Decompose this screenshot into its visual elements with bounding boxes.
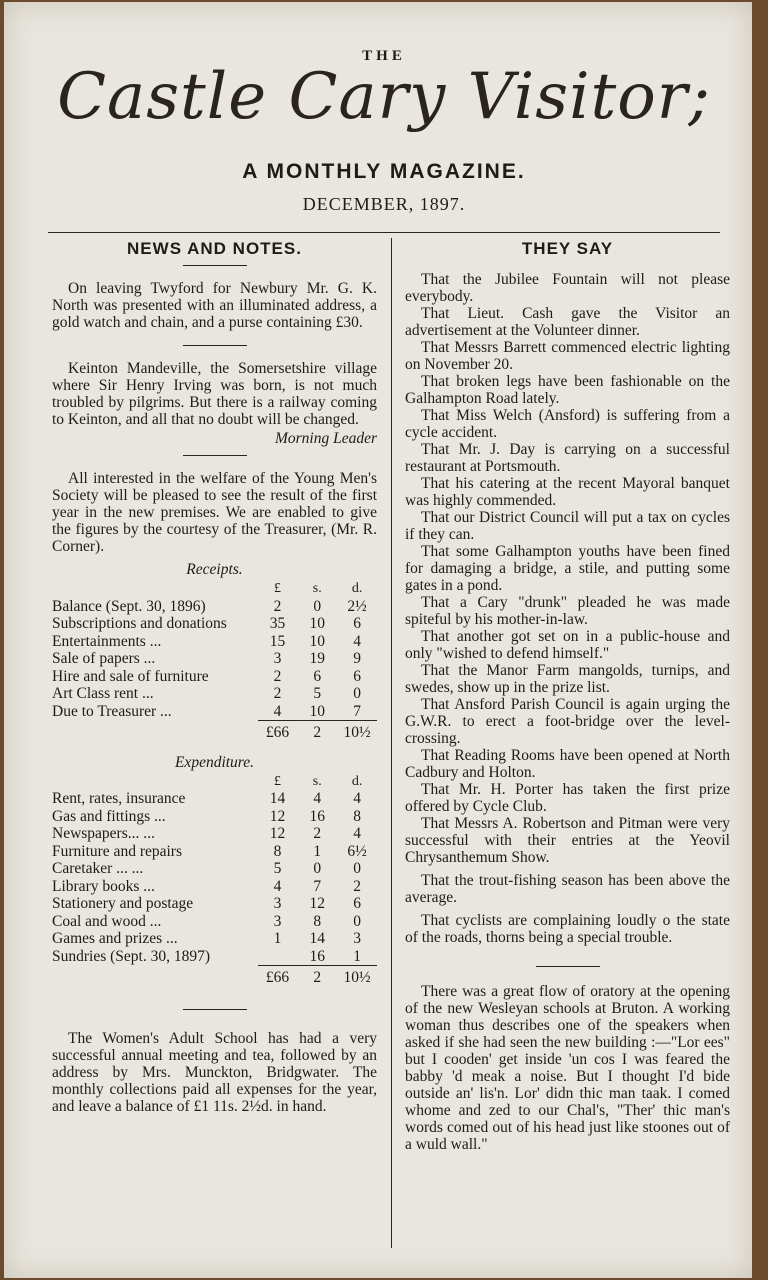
they-say-item: That Reading Rooms have been opened at North Cadbury and Holton. [405,747,730,781]
table-row: Gas and fittings ... 12 16 8 [52,807,361,825]
they-say-item: That Ansford Parish Council is again urging the G.W.R. to erect a foot-bridge over the level-crossing. [405,696,730,747]
issue-date: DECEMBER, 1897. [302,194,466,214]
col-shillings: s. [312,773,322,789]
section-rule [183,345,247,346]
table-row: Sundries (Sept. 30, 1897) 16 1 [52,947,361,965]
they-say-item: That our District Council will put a tax on cycles if they can. [405,509,730,543]
receipts-table [52,580,377,742]
section-rule [183,455,247,456]
news-paragraph: On leaving Twyford for Newbury Mr. G. K. North was presented with an illuminated address, a gold watch and chain, and a purse containing £30. [52,280,377,331]
col-shillings: s. [312,581,322,596]
col-pounds: £ [274,581,281,596]
they-say-heading: THEY SAY [521,239,614,258]
they-say-item: That the Manor Farm mangolds, turnips, and swedes, show up in the prize list. [405,662,730,696]
table-row: Balance (Sept. 30, 1896) 2 0 2½ [52,597,367,615]
expenditure-caption: Expenditure. [174,753,255,771]
section-rule [183,265,247,266]
table-row: Rent, rates, insurance 14 4 4 [52,790,361,807]
expenditure-total: £66 2 10½ [52,966,377,987]
section-rule [536,966,600,967]
they-say-item: That his catering at the recent Mayoral banquet was highly commended. [405,475,730,509]
they-say-item: That the Jubilee Fountain will not please everybody. [405,271,730,305]
they-say-item: That Miss Welch (Ansford) is suffering from a cycle accident. [405,407,730,441]
table-row: Hire and sale of furniture 2 6 6 [52,667,361,685]
table-row: Newspapers... ... 12 2 4 [52,825,361,842]
table-row: Sale of papers ... 3 19 9 [52,650,361,667]
story-paragraph: There was a great flow of oratory at the opening of the new Wesleyan schools at Bruton. A working woman thus describes one of the speakers when asked if she had seen the new building :—"Lor ees" but I cooden' get inside 'un cos I was feared the babby 'd meak a noise. But I thought I'd bide outside an' lis'n. Lor' didn thic man taak. I comed whome and zed to our Chal's, "Ther' thic man's words comed out of his head just like stoones out of a wuld wall." [405,983,730,1153]
section-rule [183,1009,247,1010]
expenditure-table [52,773,377,987]
they-say-item: That the trout-fishing season has been above the average. [405,872,730,906]
table-row: Games and prizes ... 1 14 3 [52,930,361,947]
table-row: Art Class rent ... 2 5 0 [52,685,361,702]
they-say-item: That broken legs have been fashionable on the Galhampton Road lately. [405,373,730,407]
news-heading: NEWS AND NOTES. [127,239,302,258]
col-pounds: £ [274,773,281,789]
they-say-item: That a Cary "drunk" pleaded he was made spiteful by his mother-in-law. [405,594,730,628]
masthead-title: Castle Cary Visitor; [57,60,711,134]
they-say-item: That Lieut. Cash gave the Visitor an advertisement at the Volunteer dinner. [405,305,730,339]
column-divider [391,238,392,1248]
table-row: Coal and wood ... 3 8 0 [52,912,361,930]
table-row: Furniture and repairs 8 1 6½ [52,842,367,860]
source-attribution: Morning Leader [274,430,377,447]
table-row: Library books ... 4 7 2 [52,877,361,895]
masthead-subtitle: A MONTHLY MAGAZINE. [242,160,526,183]
news-paragraph: The Women's Adult School has had a very successful annual meeting and tea, followed by an address by Mrs. Munckton, Bridgwater. The monthly collections paid all expenses for the year, and leave a balance of £1 11s. 2½d. in hand. [52,1029,377,1115]
they-say-item: That Mr. H. Porter has taken the first prize offered by Cycle Club. [405,781,730,815]
they-say-item: That another got set on in a public-house and only "wished to defend himself." [405,628,730,662]
table-row: Subscriptions and donations 35 10 6 [52,615,361,632]
they-say-item: That Messrs Barrett commenced electric lighting on November 20. [405,339,730,373]
col-pence: d. [351,581,363,596]
receipts-caption: Receipts. [186,561,243,578]
news-paragraph: All interested in the welfare of the Young Men's Society will be pleased to see the result of the first year in the new premises. We are enabled to give the figures by the courtesy of the Treasurer, (Mr. R. Corner). [52,470,377,555]
table-row: Due to Treasurer ... 4 10 7 [52,702,361,720]
table-row: Caretaker ... ... 5 0 0 [52,860,361,877]
receipts-total: £66 2 10½ [52,721,377,742]
they-say-item: That Messrs A. Robertson and Pitman were very successful with their entries at the Yeovil Chrysanthemum Show. [405,815,730,866]
news-paragraph: Keinton Mandeville, the Somersetshire village where Sir Henry Irving was born, is not much troubled by pilgrims. But there is a railway coming to Keinton, and all that no doubt will be changed. [52,360,377,428]
table-row: Stationery and postage 3 12 6 [52,895,361,912]
they-say-item: That cyclists are complaining loudly o the state of the roads, thorns being a special trouble. [405,912,730,946]
they-say-item: That some Galhampton youths have been fined for damaging a bridge, a stile, and putting some gates in a pond. [405,543,730,594]
masthead-the: THE [362,48,406,64]
they-say-item: That Mr. J. Day is carrying on a successful restaurant at Portsmouth. [405,441,730,475]
table-row: Entertainments ... 15 10 4 [52,632,361,650]
right-column [405,240,730,1153]
col-pence: d. [351,773,363,789]
left-column [52,240,377,1115]
header-rule [48,232,720,233]
